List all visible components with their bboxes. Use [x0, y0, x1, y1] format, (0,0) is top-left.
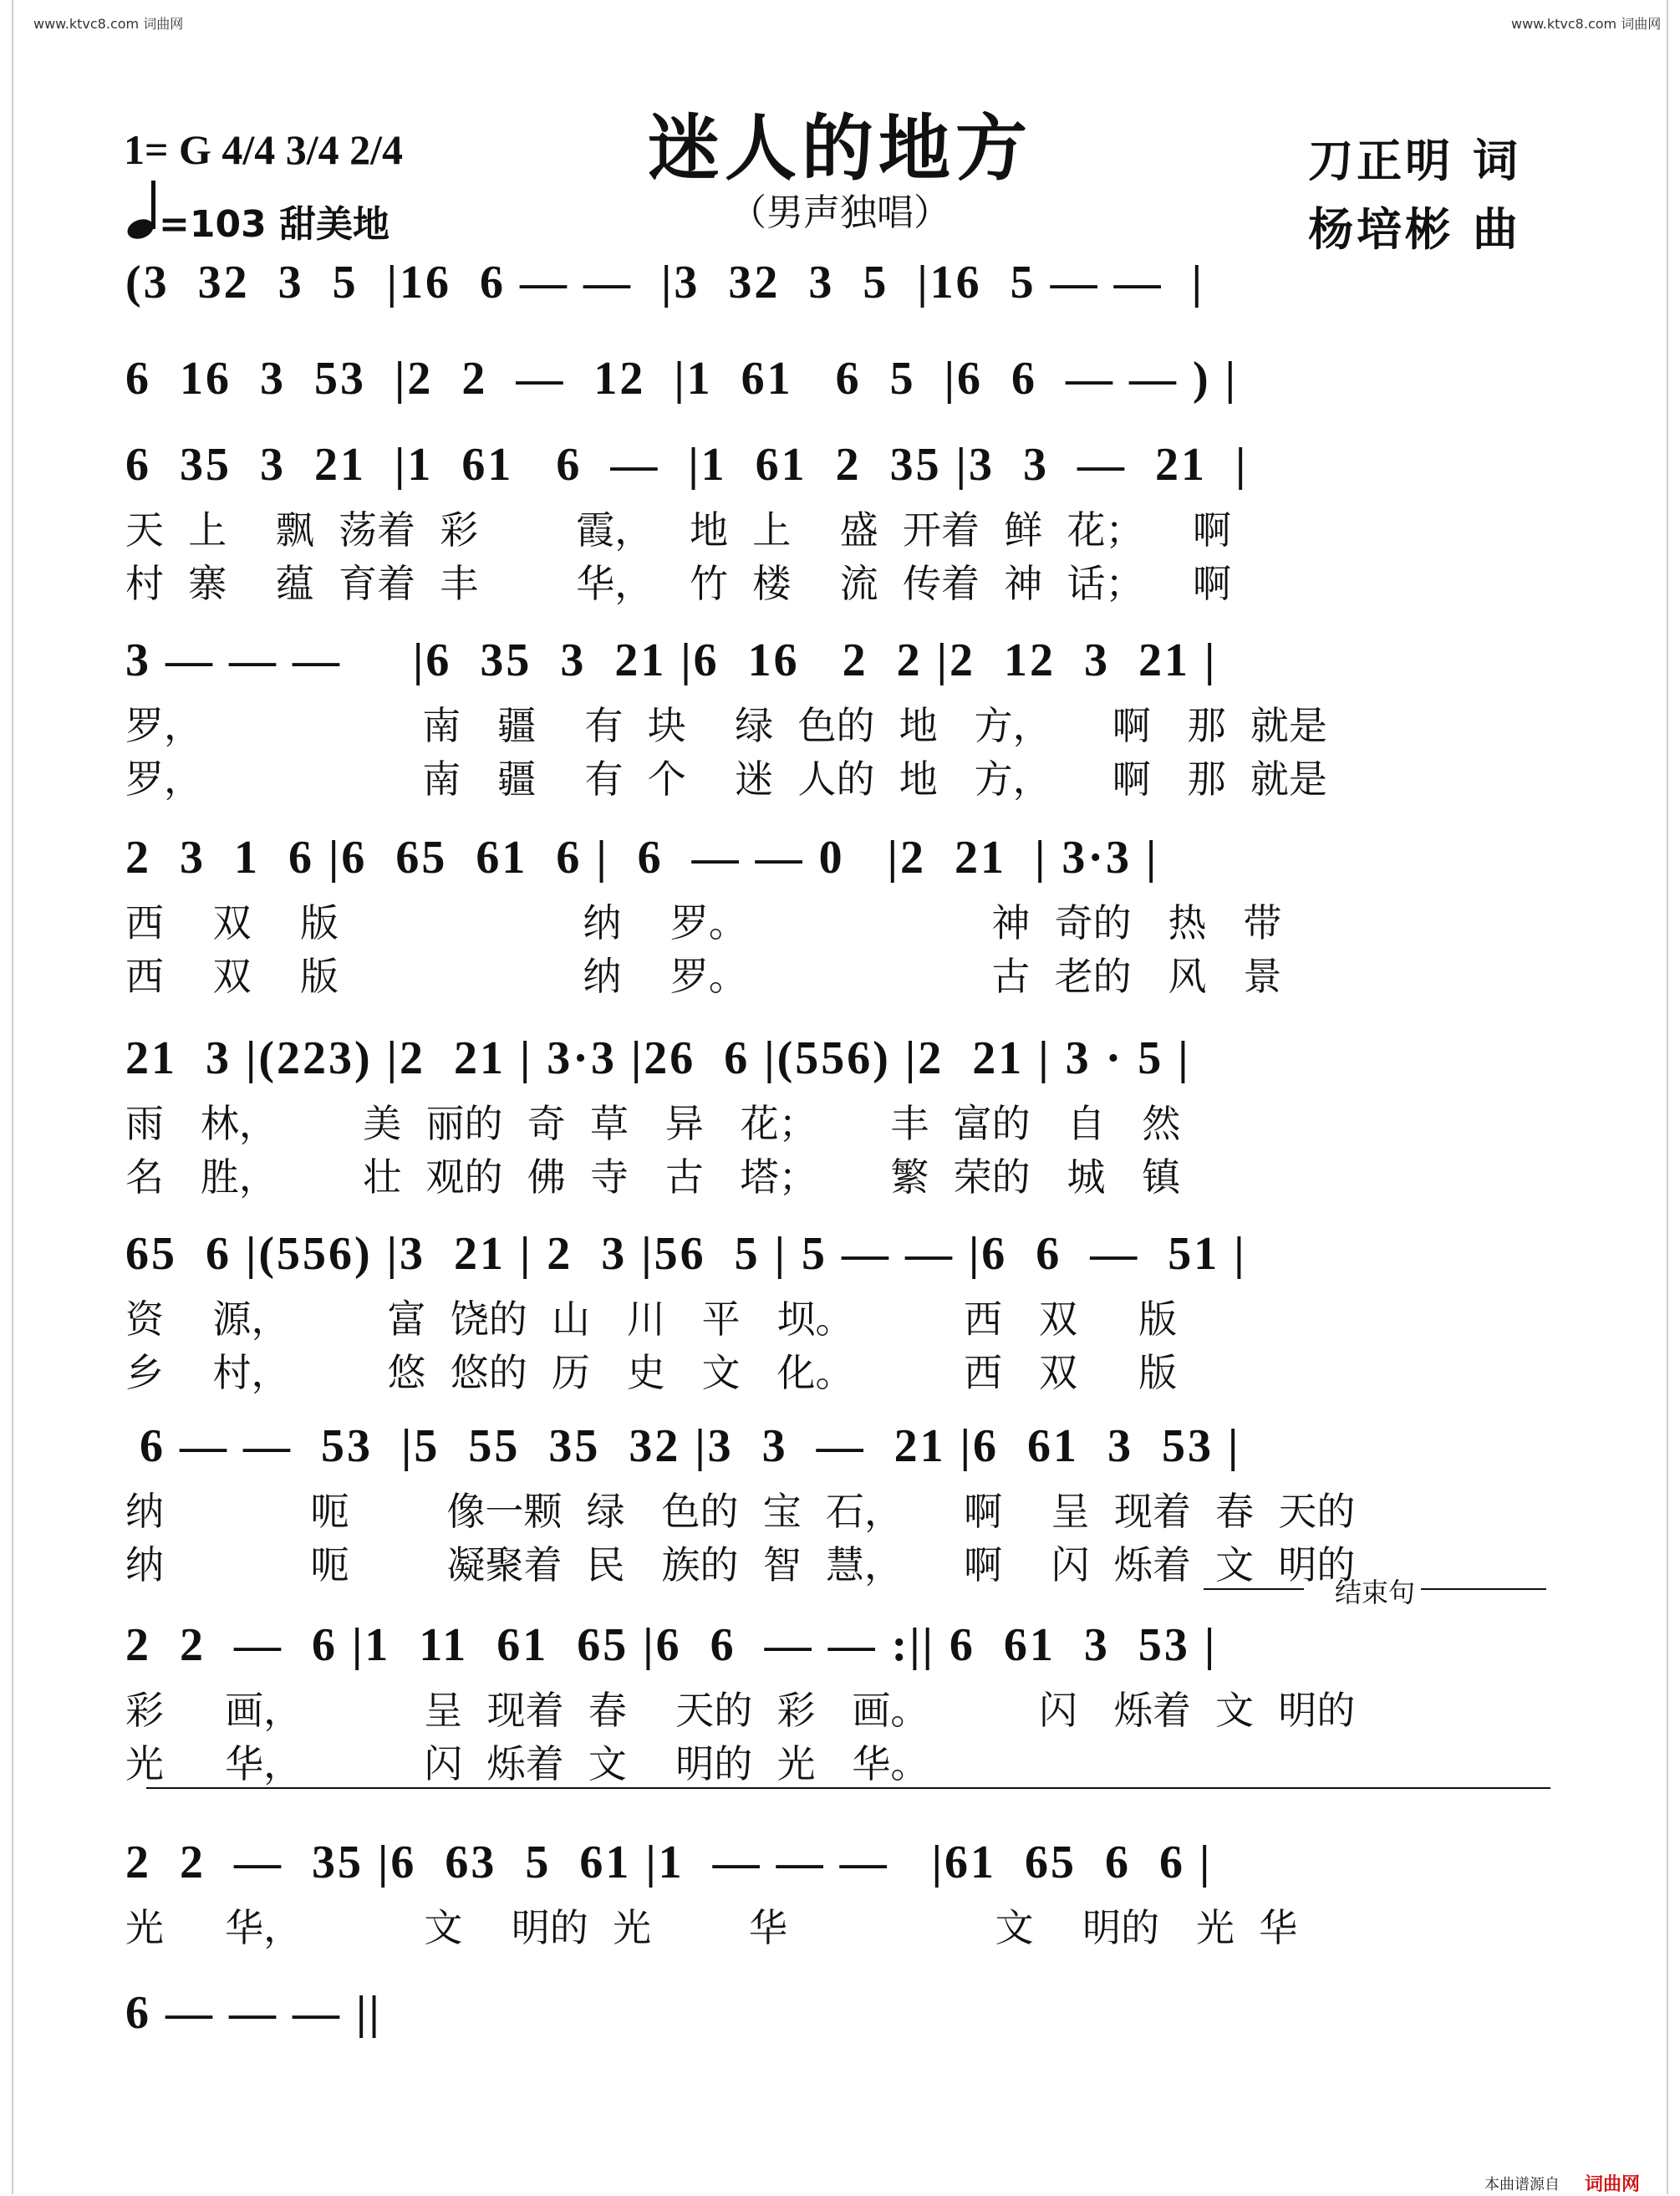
song-title: 迷人的地方: [648, 107, 1032, 191]
notation-line: 6 — — 53 |5 55 35 32 |3 3 — 21 |6 61 3 53 |: [125, 1420, 1241, 1472]
lyric-verse-2: 罗， 南 疆 有 个 迷 人的 地 方， 啊 那 就是: [125, 757, 1327, 802]
key-signature: 1= G 4/4 3/4 2/4: [124, 126, 404, 173]
notation-line: (3 32 3 5 |16 6 — — |3 32 3 5 |16 5 — — |: [125, 257, 1204, 308]
footer-source: 本曲谱源自: [1484, 2176, 1560, 2193]
watermark-right: www.ktvc8.com 词曲网: [1511, 16, 1662, 32]
lyric-verse-1: 罗， 南 疆 有 块 绿 色的 地 方， 啊 那 就是: [125, 703, 1327, 748]
notation-line: 2 2 — 6 |1 11 61 65 |6 6 — — :|| 6 61 3 53 |: [125, 1619, 1218, 1671]
lyric-verse-1: 光 华， 文 明的 光 华 文 明的 光 华: [125, 1905, 1298, 1950]
notation-line: 6 — — — ||: [125, 1987, 382, 2039]
footer-site-link[interactable]: 词曲网: [1585, 2174, 1641, 2195]
notation-line: 2 3 1 6 |6 65 61 6 | 6 — — 0 |2 21 | 3·3 |: [125, 832, 1159, 884]
lyric-verse-1: 彩 画， 呈 现着 春 天的 彩 画。 闪 烁着 文 明的: [125, 1688, 1356, 1733]
song-subtitle: （男声独唱）: [730, 191, 950, 234]
notation-line: 3 — — — |6 35 3 21 |6 16 2 2 |2 12 3 21 |: [125, 634, 1218, 686]
lyric-verse-2: 纳 呃 凝聚着 民 族的 智 慧， 啊 闪 烁着 文 明的: [125, 1542, 1356, 1587]
notation-line: 65 6 |(556) |3 21 | 2 3 |56 5 | 5 — — |6 6 — 51 |: [125, 1228, 1247, 1280]
watermark-left: www.ktvc8.com 词曲网: [33, 16, 184, 32]
lyric-verse-1: 资 源， 富 饶的 山 川 平 坝。 西 双 版: [125, 1297, 1178, 1342]
lyric-verse-2: 村 寨 蕴 育着 丰 华， 竹 楼 流 传着 神 话； 啊: [125, 561, 1232, 606]
notation-line: 6 35 3 21 |1 61 6 — |1 61 2 35 |3 3 — 21 |: [125, 439, 1249, 491]
tempo-marking: =103 甜美地: [159, 203, 390, 246]
composer-credit: 杨培彬 曲: [1308, 203, 1521, 256]
lyric-verse-1: 天 上 飘 荡着 彩 霞， 地 上 盛 开着 鲜 花； 啊: [125, 507, 1232, 553]
lyric-verse-2: 名 胜， 壮 观的 佛 寺 古 塔； 繁 荣的 城 镇: [125, 1154, 1181, 1200]
notation-line: 2 2 — 35 |6 63 5 61 |1 — — — |61 65 6 6 |: [125, 1837, 1213, 1888]
lyric-verse-2: 乡 村， 悠 悠的 历 史 文 化。 西 双 版: [125, 1350, 1178, 1395]
lyric-verse-2: 西 双 版 纳 罗。 古 老的 风 景: [125, 954, 1282, 999]
section-divider: [146, 1787, 1550, 1789]
lyric-verse-2: 光 华， 闪 烁着 文 明的 光 华。: [125, 1741, 929, 1786]
coda-label: 结束句: [1204, 1572, 1546, 1605]
lyric-verse-1: 雨 林， 美 丽的 奇 草 异 花； 丰 富的 自 然: [125, 1101, 1181, 1146]
lyric-verse-1: 纳 呃 像一颗 绿 色的 宝 石， 啊 呈 现着 春 天的: [125, 1489, 1356, 1534]
notation-line: 6 16 3 53 |2 2 — 12 |1 61 6 5 |6 6 — — ) |: [125, 353, 1238, 405]
lyric-verse-1: 西 双 版 纳 罗。 神 奇的 热 带: [125, 900, 1282, 945]
lyricist-credit: 刀正明 词: [1308, 135, 1521, 187]
notation-line: 21 3 |(223) |2 21 | 3·3 |26 6 |(556) |2 21 | 3 · 5 |: [125, 1032, 1191, 1084]
